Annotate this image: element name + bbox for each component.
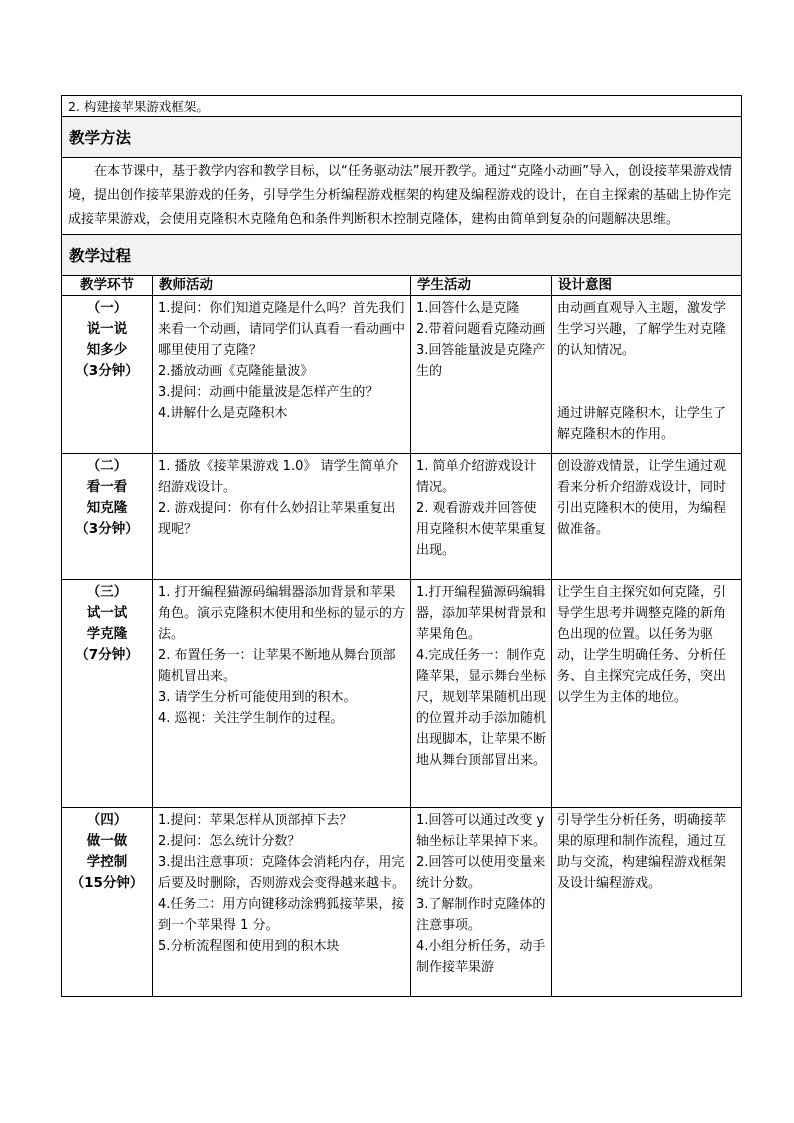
student-step: 1. 简单介绍游戏设计情况。 xyxy=(416,459,537,495)
teacher-activity-cell xyxy=(153,580,411,808)
student-activity-cell xyxy=(411,296,552,454)
stage-cell xyxy=(62,580,153,808)
table-row xyxy=(62,296,742,454)
design-intent-text: 创设游戏情景，让学生通过观看来分析介绍游戏设计，同时引出克隆积木的使用，为编程做准备。 xyxy=(557,459,727,537)
design-intent-cell xyxy=(552,580,742,808)
student-step: 3.了解制作时克隆体的注意事项。 xyxy=(416,897,546,933)
student-step: 2.回答可以使用变量来统计分数。 xyxy=(416,855,546,891)
stage-duration: （7分钟） xyxy=(75,647,139,663)
student-step: 3.回答能量波是克隆产生的 xyxy=(416,343,546,379)
teacher-step: 3. 请学生分析可能使用到的积木。 xyxy=(158,690,357,705)
student-step: 4.小组分析任务，动手制作接苹果游 xyxy=(416,939,546,975)
column-header-intent: 设计意图 xyxy=(552,276,742,296)
stage-number: （三） xyxy=(86,584,128,600)
teacher-step: 1.提问：苹果怎样从顶部掉下去？ xyxy=(158,813,353,828)
teacher-step: 2.提问：怎么统计分数？ xyxy=(158,834,301,849)
teacher-activity-cell xyxy=(153,454,411,580)
student-step: 2. 观看游戏并回答使用克隆积木使苹果重复出现。 xyxy=(416,501,547,558)
design-intent-cell xyxy=(552,454,742,580)
stage-duration: （3分钟） xyxy=(75,363,139,379)
design-intent-text: 通过讲解克隆积木，让学生了解克隆积木的作用。 xyxy=(557,406,727,442)
teacher-activity-cell xyxy=(153,296,411,454)
teacher-step: 1.提问：你们知道克隆是什么吗？首先我们来看一个动画，请同学们认真看一看动画中哪里使用了克隆？ xyxy=(158,301,406,358)
teacher-step: 3.提问：动画中能量波是怎样产生的？ xyxy=(158,385,379,400)
table-row xyxy=(62,454,742,580)
method-heading-row xyxy=(62,117,742,158)
teacher-step: 4.讲解什么是克隆积木 xyxy=(158,406,288,421)
teacher-step: 1. 播放《接苹果游戏 1.0》 请学生简单介绍游戏设计。 xyxy=(158,459,399,495)
table-row xyxy=(62,808,742,997)
design-intent-text: 由动画直观导入主题，激发学生学习兴趣，了解学生对克隆的认知情况。 xyxy=(557,301,727,358)
stage-title: 试一试 xyxy=(86,605,128,621)
column-header-stage: 教学环节 xyxy=(62,276,153,296)
method-body-row xyxy=(62,158,742,235)
stage-cell xyxy=(62,808,153,997)
stage-title: 知多少 xyxy=(86,342,128,358)
stage-duration: （15分钟） xyxy=(70,875,144,891)
student-activity-cell xyxy=(411,808,552,997)
process-heading-row xyxy=(62,235,742,276)
column-header-row xyxy=(62,276,742,296)
column-header-student: 学生活动 xyxy=(411,276,552,296)
stage-title: 知克隆 xyxy=(86,500,128,516)
column-header-teacher: 教师活动 xyxy=(153,276,411,296)
table-row xyxy=(62,580,742,808)
stage-number: （二） xyxy=(86,458,128,474)
student-step: 1.打开编程猫源码编辑器，添加苹果树背景和苹果角色。 xyxy=(416,585,547,642)
objective-row xyxy=(62,96,742,117)
design-intent-text: 引导学生分析任务，明确接苹果的原理和制作流程，通过互助与交流，构建编程游戏框架及设计编程游戏。 xyxy=(557,813,727,891)
stage-number: （四） xyxy=(86,812,128,828)
teacher-step: 2. 游戏提问：你有什么妙招让苹果重复出现呢？ xyxy=(158,501,396,537)
document-page xyxy=(61,95,741,997)
lesson-plan-table xyxy=(61,95,742,997)
teacher-activity-cell xyxy=(153,808,411,997)
student-step: 1.回答什么是克隆 xyxy=(416,301,520,316)
student-step: 4.完成任务一：制作克隆苹果，显示舞台坐标尺，规划苹果随机出现的位置并动手添加随机出现脚本，让苹果不断地从舞台顶部冒出来。 xyxy=(416,648,547,768)
teacher-step: 1. 打开编程猫源码编辑器添加背景和苹果角色。演示克隆积木使用和坐标的显示的方法。 xyxy=(158,585,406,642)
stage-title: 做一做 xyxy=(86,833,128,849)
stage-title: 看一看 xyxy=(86,479,128,495)
stage-title: 学克隆 xyxy=(86,626,128,642)
stage-cell xyxy=(62,454,153,580)
student-step: 2.带着问题看克隆动画 xyxy=(416,322,546,337)
stage-title: 学控制 xyxy=(86,854,128,870)
method-body: 在本节课中，基于教学内容和教学目标，以“任务驱动法”展开教学。通过“克隆小动画”导入，创设接苹果游戏情境，提出创作接苹果游戏的任务，引导学生分析编程游戏框架的构建及编程游戏的设计，在自主探索的基础上协作完成接苹果游戏，会使用克隆积木克隆角色和条件判断积木控制克隆体，建构由简单到复杂的问题解决思维。 xyxy=(68,164,732,227)
student-activity-cell xyxy=(411,454,552,580)
design-intent-text: 让学生自主探究如何克隆，引导学生思考并调整克隆的新角色出现的位置。以任务为驱动，让学生明确任务、分析任务、自主探究完成任务，突出以学生为主体的地位。 xyxy=(557,585,727,705)
teacher-step: 2. 布置任务一：让苹果不断地从舞台顶部随机冒出来。 xyxy=(158,648,396,684)
process-heading: 教学过程 xyxy=(62,235,742,276)
teacher-step: 2.播放动画《克隆能量波》 xyxy=(158,364,314,379)
student-step: 1.回答可以通过改变 y 轴坐标让苹果掉下来。 xyxy=(416,813,547,849)
teacher-step: 5.分析流程图和使用到的积木块 xyxy=(158,939,340,954)
stage-cell xyxy=(62,296,153,454)
teacher-step: 4.任务二：用方向键移动涂鸦狐接苹果，接到一个苹果得 1 分。 xyxy=(158,897,405,933)
design-intent-cell xyxy=(552,296,742,454)
method-heading: 教学方法 xyxy=(62,117,742,158)
design-intent-cell xyxy=(552,808,742,997)
teacher-step: 3.提出注意事项：克隆体会消耗内存，用完后要及时删除，否则游戏会变得越来越卡。 xyxy=(158,855,406,891)
stage-duration: （3分钟） xyxy=(75,521,139,537)
student-activity-cell xyxy=(411,580,552,808)
teacher-step: 4. 巡视：关注学生制作的过程。 xyxy=(158,711,344,726)
stage-title: 说一说 xyxy=(86,321,128,337)
stage-number: （一） xyxy=(86,300,128,316)
objective-text: 2. 构建接苹果游戏框架。 xyxy=(62,96,742,117)
